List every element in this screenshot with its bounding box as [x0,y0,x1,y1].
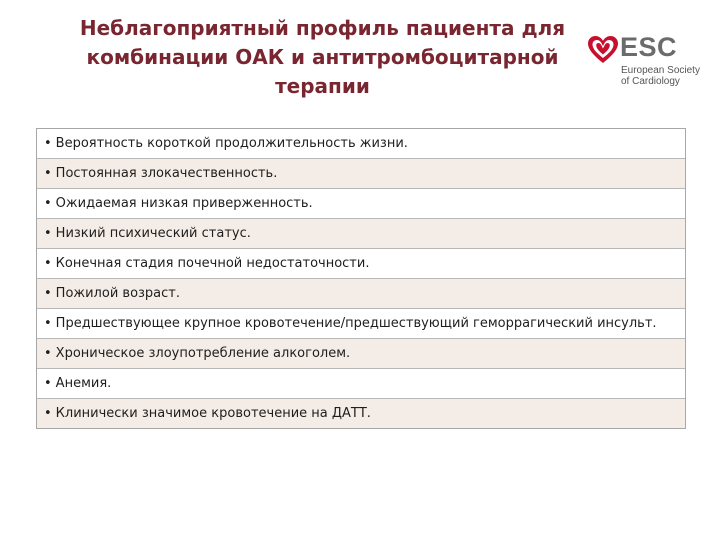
row-text: Постоянная злокачественность. [55,166,278,181]
row-text: Предшествующее крупное кровотечение/предшествующий геморрагический инсульт. [55,316,657,331]
table-row [37,189,685,219]
row-text: Анемия. [55,376,112,391]
page-title [60,14,585,101]
table-row [37,369,685,399]
row-text: Конечная стадия почечной недостаточности. [55,256,370,271]
bullet: • [44,286,52,301]
row-text: Вероятность короткой продолжительность жизни. [55,136,408,151]
table-row [37,309,685,339]
heart-icon [587,35,619,65]
row-text: Низкий психический статус. [55,226,251,241]
bullet: • [44,136,52,151]
table-row [37,129,685,159]
bullet: • [44,166,52,181]
table-row [37,279,685,309]
table-row [37,159,685,189]
title-line-3: терапии [275,74,370,98]
logo-name-line-2: of Cardiology [621,76,680,87]
row-text: Клинически значимое кровотечение на ДАТТ. [55,406,371,421]
bullet: • [44,196,52,211]
esc-logo [587,32,700,91]
bullet: • [44,316,52,331]
table-row [37,219,685,249]
logo-abbreviation: ESC [620,32,678,62]
logo-full-name [621,65,700,87]
row-text: Ожидаемая низкая приверженность. [55,196,313,211]
bullet: • [44,256,52,271]
table-row [37,339,685,369]
table-row [37,399,685,428]
bullet: • [44,346,52,361]
bullet: • [44,376,52,391]
table-row [37,249,685,279]
risk-factors-table [36,128,686,429]
row-text: Хроническое злоупотребление алкоголем. [55,346,351,361]
logo-name-line-1: European Society [621,65,700,76]
row-text: Пожилой возраст. [55,286,181,301]
title-line-1: Неблагоприятный профиль пациента для [79,16,566,40]
title-line-2: комбинации ОАК и антитромбоцитарной [86,45,559,69]
bullet: • [44,226,52,241]
bullet: • [44,406,52,421]
